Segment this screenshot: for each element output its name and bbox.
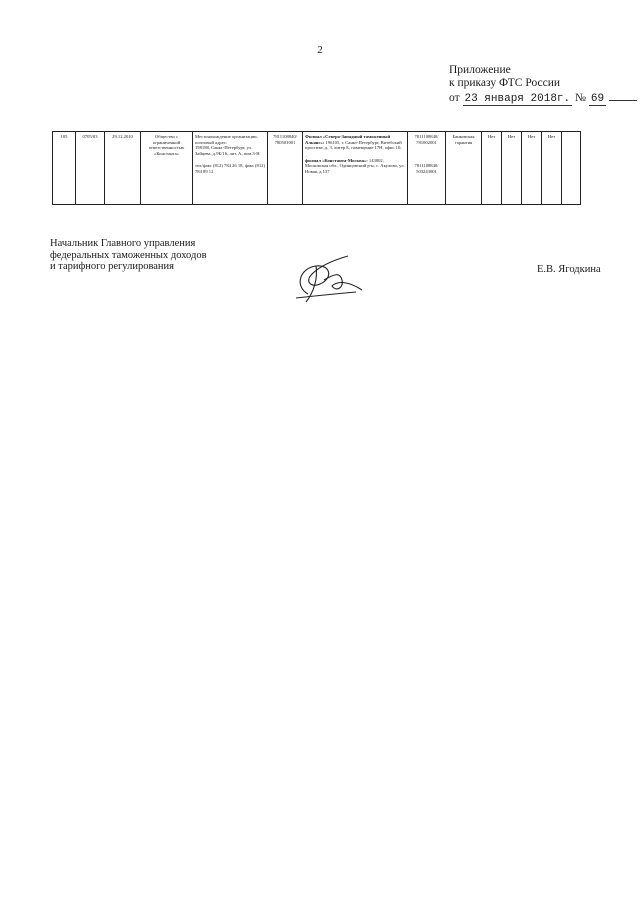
handwritten-signature [290,250,370,306]
signer-name: Е.В. Ягодкина [537,264,601,275]
address-text: 198188, Санкт-Петербург, ул. Зайцева, д.9Б/16, лит. А, пом.3-Н [195,145,260,156]
cell-branch-inn [408,132,446,205]
cell-flag-3: Нет [522,132,542,205]
cell-org-name: Общество с ограниченной ответственностью «Константа» [141,132,193,205]
cell-empty [562,132,581,205]
branch-2-address: 143002, Московская обл., Одинцовский р-н, с. Акулово, ул. Новая, д.137 [305,157,405,174]
cell-number: 105 [53,132,76,205]
cell-flag-2: Нет [502,132,522,205]
page-number: 2 [317,44,323,56]
cell-branches [303,132,408,205]
contacts-text: тел/факс (812) 784 26 18, факс (812) 784 89 12 [195,163,265,174]
appendix-order: к приказу ФТС России [449,77,560,89]
date-prefix: от [449,92,460,104]
registry-table [52,131,581,205]
signatory-line-2: федеральных таможенных доходов [50,249,207,261]
branch-inn-1: 7811108840/ 781002001 [414,134,439,145]
cell-flag-4: Нет [542,132,562,205]
branch-1-address: 196105, г. Санкт-Петербург, Витебский проспект, д. 3, литер Б, помещение 17Н, офис 10; [305,139,402,151]
cell-date: 29.12.2010 [105,132,141,205]
branch-1 [305,134,405,151]
branch-2 [305,158,405,175]
branch-2-name: филиал «Константа-Москва»: [305,157,368,163]
branch-inn-2: 7811108840/ 503243001 [414,163,439,174]
number-sign: № [575,92,586,104]
cell-address [193,132,268,205]
appendix-date-line [449,90,637,106]
address-intro: Местонахождение организации, почтовый адрес: [195,134,258,145]
cell-guarantee: Банковская гарантия [446,132,482,205]
cell-inn-kpp: 7811108840/ 780501001 [268,132,303,205]
table-row [53,132,581,205]
order-date: 23 января 2018г. [464,93,571,105]
appendix-header [449,64,637,106]
order-number: 69 [590,93,605,105]
branch-1-name: Филиал «Северо-Западный таможенный Альянс»: [305,134,391,145]
signatory-line-3: и тарифного регулирования [50,261,174,272]
signatory-line-1: Начальник Главного управления [50,238,196,249]
signatory-title [50,238,207,273]
cell-reg-number: 0705/03 [76,132,105,205]
appendix-title: Приложение [449,64,511,76]
cell-flag-1: Нет [482,132,502,205]
underline-tail [609,90,637,101]
